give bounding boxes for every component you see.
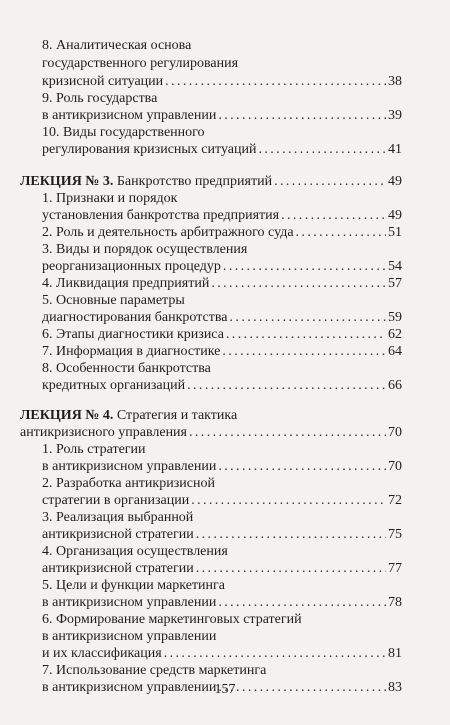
entry-page: 66	[388, 378, 402, 393]
entry-title: 9. Роль государства	[42, 91, 158, 106]
entry-title: государственного регулирования	[42, 56, 239, 71]
entry-title: в антикризисном управлении	[42, 595, 217, 610]
entry-title: кредитных организаций	[42, 378, 186, 393]
entry-title: 7. Информация в диагностике	[42, 344, 221, 359]
toc-entry	[42, 242, 247, 258]
toc-entry	[42, 276, 402, 292]
dot-leader	[164, 646, 386, 662]
entry-title: 5. Цели и функции маркетинга	[42, 578, 225, 593]
toc-entry	[42, 378, 402, 394]
toc-entry	[42, 561, 402, 577]
toc-entry	[42, 191, 177, 207]
toc-entry	[42, 125, 205, 141]
entry-page: 41	[388, 142, 402, 157]
entry-title: Стратегия и тактика	[116, 408, 238, 423]
toc-entry	[42, 612, 302, 628]
entry-page: 62	[388, 327, 402, 342]
dot-leader	[196, 527, 386, 543]
entry-title: 3. Реализация выбранной	[42, 510, 194, 525]
entry-page: 51	[388, 225, 402, 240]
entry-title: установления банкротства предприятия	[42, 208, 280, 223]
dot-leader	[258, 142, 386, 158]
toc-entry	[42, 225, 402, 241]
dot-leader	[296, 225, 386, 241]
dot-leader	[223, 259, 386, 275]
dot-leader	[196, 561, 386, 577]
toc-entry	[42, 510, 193, 526]
toc-entry	[42, 74, 402, 90]
dot-leader	[274, 174, 386, 190]
toc-entry	[42, 38, 191, 54]
entry-title: 1. Признаки и порядок	[42, 191, 178, 206]
entry-title: 6. Формирование маркетинговых стратегий	[42, 612, 302, 627]
toc-entry	[42, 663, 266, 679]
entry-title: 10. Виды государственного	[42, 125, 205, 140]
entry-title: 4. Ликвидация предприятий	[42, 276, 210, 291]
toc-entry	[42, 578, 225, 594]
toc-entry	[42, 544, 228, 560]
entry-title: в антикризисном управлении	[42, 629, 217, 644]
entry-title: в антикризисном управлении	[42, 459, 217, 474]
entry-page: 83	[388, 680, 402, 695]
dot-leader	[187, 378, 386, 394]
entry-title: 5. Основные параметры	[42, 293, 185, 308]
entry-page: 64	[388, 344, 402, 359]
entry-page: 78	[388, 595, 402, 610]
dot-leader	[226, 327, 386, 343]
dot-leader	[211, 276, 386, 292]
dot-leader	[189, 425, 386, 441]
lecture-number: ЛЕКЦИЯ № 4.	[20, 408, 114, 423]
entry-title: и их классификация	[42, 646, 162, 661]
entry-title: стратегии в организации	[42, 493, 190, 508]
entry-title: антикризисной стратегии	[42, 527, 194, 542]
toc-entry	[42, 344, 402, 360]
entry-title: 3. Виды и порядок осуществления	[42, 242, 248, 257]
entry-page: 59	[388, 310, 402, 325]
entry-page: 57	[388, 276, 402, 291]
entry-title: кризисной ситуации	[42, 74, 164, 89]
toc-entry	[42, 310, 402, 326]
toc-entry	[42, 208, 402, 224]
entry-title: Банкротство предприятий	[116, 174, 273, 189]
dot-leader	[281, 208, 386, 224]
dot-leader	[165, 74, 386, 90]
entry-title: 7. Использование средств маркетинга	[42, 663, 267, 678]
toc-entry	[42, 56, 238, 72]
lecture-number: ЛЕКЦИЯ № 3.	[20, 174, 114, 189]
lecture-heading	[20, 408, 237, 424]
entry-title: 4. Организация осуществления	[42, 544, 228, 559]
toc-entry	[42, 476, 215, 492]
entry-page: 49	[388, 174, 402, 189]
entry-page: 38	[388, 74, 402, 89]
dot-leader	[218, 108, 386, 124]
entry-page: 72	[388, 493, 402, 508]
dot-leader	[218, 595, 386, 611]
dot-leader	[222, 344, 386, 360]
toc-entry	[42, 293, 185, 309]
toc-entry	[42, 527, 402, 543]
entry-title: 2. Разработка антикризисной	[42, 476, 215, 491]
toc-entry	[42, 259, 402, 275]
toc-entry	[42, 493, 402, 509]
entry-title: диагностирования банкротства	[42, 310, 228, 325]
toc-entry	[42, 595, 402, 611]
toc-entry	[42, 646, 402, 662]
entry-page: 39	[388, 108, 402, 123]
toc-entry	[42, 108, 402, 124]
toc-entry	[42, 361, 211, 377]
entry-title: антикризисного управления	[20, 425, 187, 440]
entry-page: 54	[388, 259, 402, 274]
entry-title: антикризисной стратегии	[42, 561, 194, 576]
entry-title: в антикризисном управлении	[42, 108, 217, 123]
lecture-heading	[20, 174, 402, 190]
entry-title: 2. Роль и деятельность арбитражного суда	[42, 225, 294, 240]
entry-page: 70	[388, 425, 402, 440]
page-number: 157	[214, 682, 236, 697]
entry-page: 75	[388, 527, 402, 542]
entry-page: 77	[388, 561, 402, 576]
entry-title: 8. Аналитическая основа	[42, 38, 192, 53]
toc-entry	[42, 327, 402, 343]
entry-title: регулирования кризисных ситуаций	[42, 142, 257, 157]
entry-page: 49	[388, 208, 402, 223]
toc-entry	[42, 459, 402, 475]
toc-entry	[20, 425, 402, 441]
entry-title: в антикризисном управлении	[42, 680, 217, 695]
entry-title: 8. Особенности банкротства	[42, 361, 211, 376]
entry-page: 70	[388, 459, 402, 474]
toc-entry	[42, 142, 402, 158]
dot-leader	[218, 459, 386, 475]
toc-entry	[42, 91, 157, 107]
dot-leader	[191, 493, 386, 509]
entry-title: реорганизационных процедур	[42, 259, 221, 274]
entry-title: 6. Этапы диагностики кризиса	[42, 327, 224, 342]
toc-entry	[42, 629, 216, 645]
dot-leader	[230, 310, 386, 326]
entry-page: 81	[388, 646, 402, 661]
entry-title: 1. Роль стратегии	[42, 442, 146, 457]
toc-entry	[42, 442, 146, 458]
